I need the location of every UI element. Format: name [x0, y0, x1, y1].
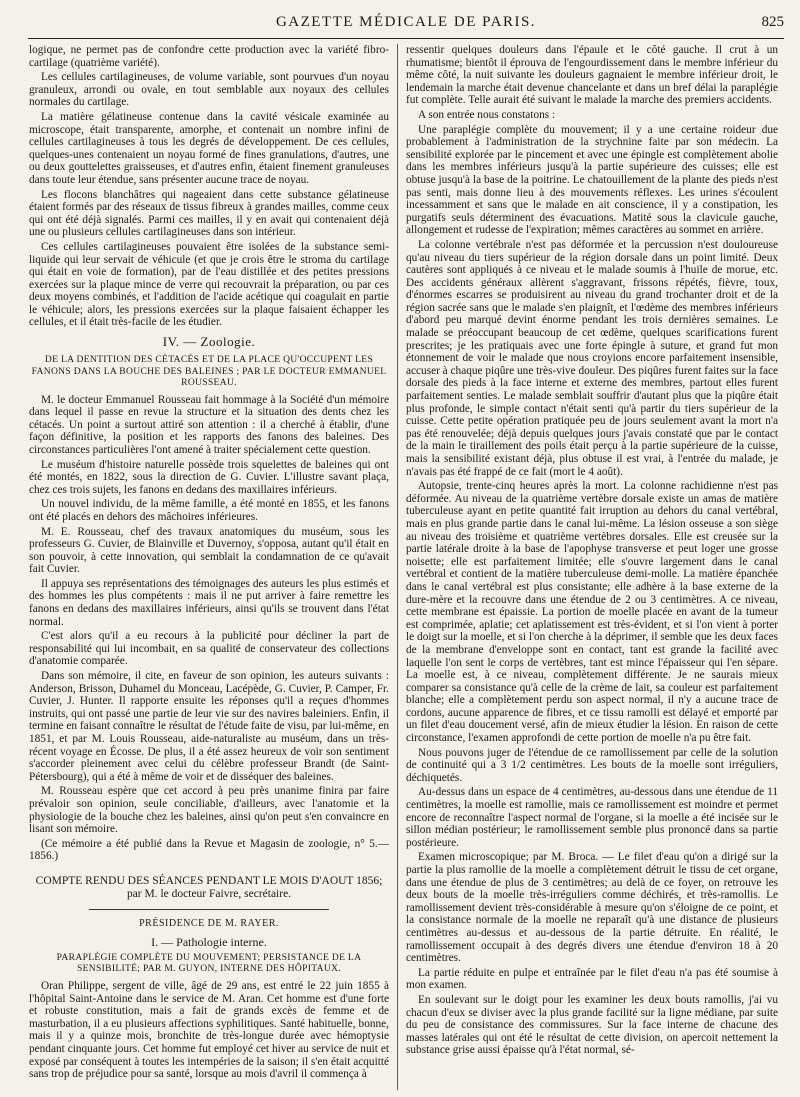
- paragraph: A son entrée nous constatons :: [418, 108, 556, 121]
- paragraph: Les flocons blanchâtres qui nageaient dans cette substance gélatineuse étaient formés par des réseaux de tissus fibreux à grandes mailles, comme ceux qui ont été déjà signalés. Parmi ces mailles, il y en avait qui contenaient déjà une ou plusieurs cellules cartilagineuses dans son intérieur.: [29, 188, 389, 239]
- paragraph: M. le docteur Emmanuel Rousseau fait hommage à la Société d'un mémoire dans lequel il passe en revue la structure et la situation des dents chez les cétacés. Un point a surtout attiré son attention : il a cherché à établir, d'une façon définitive, la position et les rapports des fanons des baleines. Des circonstances particulières l'ont amené à traiter spécialement cette question.: [29, 393, 389, 456]
- paragraph: Examen microscopique; par M. Broca. — Le filet d'eau qu'on a dirigé sur la partie la plus ramollie de la moelle a complètement détruit le tissu de cet organe, dans une étendue de plus de 3 centimètres; au delà de ce foyer, on retrouve les deux bouts de la moelle très-irréguliers comme déchirés, et très-ramollis. Le ramollissement devient très-considérable à mesure qu'on s'éloigne de ce point, et la consistance normale de la moelle ne reparaît qu'à une distance de plusieurs centimètres au-dessus et au-dessous de la partie détruite. En réalité, le ramollissement occupait à des degrés divers une étendue d'environ 18 à 20 centimètres.: [406, 851, 778, 965]
- paragraph: C'est alors qu'il a eu recours à la publicité pour décliner la part de responsabilité qui lui incombait, en sa qualité de conservateur des collections d'anatomie comparée.: [29, 630, 389, 668]
- paragraph: M. Rousseau espère que cet accord à peu près unanime finira par faire prévaloir son opinion, seule conciliable, d'ailleurs, avec l'anatomie et la physiologie de la bouche chez les baleines, ainsi qu'on peut s'en convaincre en lisant son mémoire.: [29, 785, 389, 836]
- right-column: [406, 44, 778, 1090]
- paragraph: Un nouvel individu, de la même famille, a été monté en 1855, et les fanons ont été placés en dehors des mâchoires inférieures.: [29, 498, 389, 523]
- paragraph: Le muséum d'histoire naturelle possède trois squelettes de baleines qui ont été montés, en 1822, sous la direction de G. Cuvier. L'illustre savant plaça, chez ces trois sujets, les fanons en dedans des maxillaires inférieurs.: [29, 458, 389, 496]
- paragraph: Les cellules cartilagineuses, de volume variable, sont pourvues d'un noyau granuleux, arrondi ou ovale, en tout semblable aux noyaux des cellules normales du cartilage.: [29, 71, 389, 109]
- page-header: [28, 14, 784, 39]
- paragraph: Dans son mémoire, il cite, en faveur de son opinion, les auteurs suivants : Anderson, Brisson, Duhamel du Monceau, Lacépède, G. Cuvier, P. Camper, Fr. Cuvier, J. Hunter. Il rapporte ensuite les réponses qu'il a reçues d'hommes instruits, qui ont passé une partie de leur vie sur des navires baleiniers. Enfin, il termine en faisant connaître le résultat de l'étude faite de visu, par lui-même, en 1851, et par M. Louis Rousseau, aide-naturaliste au muséum, dans un très-récent voyage en Écosse. De plus, il a été assez heureux de voir son sentiment s'accorder pleinement avec celui du célèbre professeur Brandt (de Saint-Pétersbourg), qui a été à même de voir et de disséquer des baleines.: [29, 670, 389, 783]
- left-column: [29, 44, 389, 1090]
- paragraph: Une paraplégie complète du mouvement; il y a une certaine roideur due probablement à l'administration de la strychnine faite par son médecin. La sensibilité explorée par le pincement et avec une épingle est complètement abolie dans les membres inférieurs jusqu'à la partie supérieure des cuisses; elle est obtuse jusqu'à la base de la poitrine. Le chatouillement de la plante des pieds n'est pas senti, mais donne lieu à des mouvements réflexes. Les urines s'écoulent incessamment et sans que le malade en ait conscience, il y a constipation, les purgatifs seuls déterminent des évacuations. Matité sous la clavicule gauche, allongement et rudesse de l'expiration; mêmes caractères au sommet en arrière.: [406, 123, 778, 237]
- report-title: COMPTE RENDU DES SÉANCES PENDANT LE MOIS D'AOUT 1856; par M. le docteur Faivre, secrétaire.: [35, 874, 383, 900]
- paragraph: Au-dessus dans un espace de 4 centimètres, au-dessous dans une étendue de 11 centimètres, la moelle est ramollie, mais ce ramollissement est moindre et permet encore de reconnaître l'aspect normal de l'organe, si la moelle a été incisée sur le sillon médian postérieur; le ramollissement semble plus prononcé dans sa partie postérieure.: [406, 786, 778, 849]
- paragraph: M. E. Rousseau, chef des travaux anatomiques du muséum, sous les professeurs G. Cuvier, de Blainville et Duvernoy, s'opposa, autant qu'il était en son pouvoir, à cette innovation, qui semblait la condamnation de ce qu'avait fait Cuvier.: [29, 525, 389, 576]
- paragraph: logique, ne permet pas de confondre cette production avec la variété fibro-cartilage (quatrième variété).: [29, 44, 389, 69]
- journal-title: GAZETTE MÉDICALE DE PARIS.: [275, 14, 537, 30]
- section-heading-zoology: IV. — Zoologie.: [162, 334, 256, 350]
- paragraph: (Ce mémoire a été publié dans la Revue et Magasin de zoologie, n° 5.— 1856.): [29, 837, 389, 863]
- column-divider: [397, 44, 398, 1090]
- paragraph: En soulevant sur le doigt pour les examiner les deux bouts ramollis, j'ai vu chacun d'eux se diviser avec la plus grande facilité sur la ligne médiane, par suite du peu de consistance des commissures. Sur la face interne de chacune des masses latérales qui ont été le résultat de cette division, on apercoit nettement la substance grise aussi épaisse qu'à l'état normal, sé-: [406, 993, 778, 1057]
- paragraph: Autopsie, trente-cinq heures après la mort. La colonne rachidienne n'est pas déformée. Au niveau de la quatrième vertèbre dorsale existe un amas de matière tuberculeuse ayant en petite quantité fait irruption au dehors du canal vertébral, mais en plus grande partie dans le canal lui-même. La lésion osseuse a son siège au niveau des troisième et quatrième vertèbres dorsales. Elle est creusée sur la partie latérale droite à la base de l'apophyse transverse et peut loger une grosse noisette; elle est parfaitement limitée; elle s'ouvre largement dans le canal vertébral et contient de la matière tuberculeuse demi-molle. La matière épanchée dans le canal vertébral est plus consistante; elle adhère à la base externe de la dure-mère et la recouvre dans une étendue de 2 ou 3 centimètres. A ce niveau, cette membrane est épaissie. La portion de moelle placée en avant de la tumeur est comprimée, aplatie; cet aplatissement est très-évident, et si l'on vient à porter le doigt sur la moelle, et si l'on cherche à la déprimer, il semble que les deux faces de la membrane d'enveloppe sont en contact, tant est grande la facilité avec laquelle l'on sent le corps de vertèbres, tant est mince l'épaisseur qui l'en sépare. La moelle est, à ce niveau, complètement différente. Je ne saurais mieux comparer sa consistance qu'à celle de la crème de lait, sa couleur est parfaitement blanche; elle a complètement perdu son aspect normal, il n'y a aucune trace de cordons, aucune apparence de fibres, et ce tissu ramolli est délayé et emporté par un filet d'eau doucement versé, afin de mieux étudier la lésion. En raison de cette circonstance, l'examen approfondi de cette portion de moelle n'a pu être fait.: [406, 480, 778, 745]
- section-heading-pathology: I. — Pathologie interne.: [151, 934, 267, 949]
- paragraph: Ces cellules cartilagineuses pouvaient être isolées de la substance semi-liquide qui leur servait de véhicule (et que je crois être le stroma du cartilage qui était en voie de formation), par de l'eau distillée et des petites pressions exercées sur la plaque mince de verre qui recouvrait la préparation, ou par ces deux moyens combinés, et l'addition de l'acide acétique qui coagulait en partie le véhicule; alors, les pressions exercées sur la plaque faisaient échapper les cellules, et il était très-facile de les étudier.: [29, 240, 389, 329]
- page-number: 825: [761, 14, 784, 30]
- article-heading-cetaces: DE LA DENTITION DES CÉTACÉS ET DE LA PLACE QU'OCCUPENT LES FANONS DANS LA BOUCHE DES BALEINES ; PAR LE DOCTEUR EMMANUEL ROUSSEAU.: [31, 354, 387, 389]
- paragraph: ressentir quelques douleurs dans l'épaule et le côté gauche. Il crut à un rhumatisme; bientôt il éprouva de l'engourdissement dans le membre inférieur du même côté, la nuit suivante les douleurs gagnaient le membre inférieur droit, le lendemain la marche était devenue chancelante et dans un bref délai la paraplégie fut complète. Telle aurait été suivant le malade la marche des premiers accidents.: [406, 44, 778, 107]
- paragraph: Oran Philippe, sergent de ville, âgé de 29 ans, est entré le 22 juin 1855 à l'hôpital Saint-Antoine dans le service de M. Aran. Cet homme est d'une forte et robuste constitution, mais a fait de grands excès de femme et de masturbation, il a eu plusieurs affections syphilitiques. Santé habituelle, bonne, mais il y a quinze mois, bronchite de très-longue durée avec hémoptysie pendant cinquante jours. Cet homme fut employé cet hiver au service de nuit et exposé par conséquent à toutes les intempéries de la saison; il s'en était acquitté sans trop de préjudice pour sa santé, lorsque au mois d'avril il commença à: [29, 979, 389, 1081]
- paragraph: La partie réduite en pulpe et entraînée par le filet d'eau n'a pas été soumise à mon examen.: [406, 966, 778, 992]
- paragraph: Il appuya ses représentations des témoignages des auteurs les plus estimés et des hommes les plus compétents : mais il ne put arriver à faire remettre les fanons en dedans des maxillaires inférieurs, ainsi qu'ils se trouvent dans l'état normal.: [29, 577, 389, 628]
- paragraph: Nous pouvons juger de l'étendue de ce ramollissement par celle de la solution de continuité qui a 3 1/2 centimètres. Les bouts de la moelle sont irréguliers, déchiquetés.: [406, 746, 778, 784]
- article-heading-paraplegie: PARAPLÉGIE COMPLÈTE DU MOUVEMENT; PERSISTANCE DE LA SENSIBILITÉ; PAR M. GUYON, INTERNE DES HÔPITAUX.: [56, 951, 362, 975]
- paragraph: La colonne vertébrale n'est pas déformée et la percussion n'est douloureuse qu'au niveau du tiers supérieur de la région dorsale dans un point limité. Deux cautères sont appliqués à ce niveau et le malade soumis à l'huile de morue, etc. Des accidents généraux allèrent s'aggravant, frissons répétés, fièvre, toux, d'énormes escarres se produisirent au niveau du grand trochanter droit et de la région sacrée sans que le malade s'en plaignît, et l'œdème des membres inférieurs d'abord peu marqué devint énorme pendant les trois dernières semaines. Le malade se préoccupant beaucoup de cet œdème, quelques scarifications furent prescrites; je les pratiquais avec une forte épingle à suture, et grand fut mon étonnement de voir le malade que nous croyions encore parfaitement insensible, accuser à chaque piqûre une très-vive douleur. Des piqûres furent faites sur la face dorsale des pieds à la face interne et externe des membres, partout elles furent parfaitement senties. Le malade semblait souffrir d'autant plus que la piqûre était plus profonde, le simple contact n'était senti qu'à partir du tiers supérieur de la cuisse. Cette petite opération pratiquée peu de jours seulement avant la mort n'a pas été renouvelée; déjà depuis quelques jours j'avais constaté que par le contact de la main le tiraillement des poils était perçu à la partie supérieure de la cuisse, mais la sensibilité existant déjà, plus obtuse il est vrai, à l'entrée du malade, je n'avais pas été frappé de ce fait (mort le 4 août).: [406, 238, 778, 478]
- paragraph: La matière gélatineuse contenue dans la cavité vésicale examinée au microscope, était transparente, amorphe, et contenait un nombre infini de cellules cartilagineuses à tous les degrés de développement. De ces cellules, quelques-unes contenaient un noyau formé de fines granulations, d'autres, une ou deux gouttelettes graisseuses, et d'autres enfin, étaient finement granuleuses dans toute leur étendue, sans présenter aucune trace de noyau.: [29, 110, 389, 186]
- divider: [89, 909, 329, 910]
- presidence-line: PRÉSIDENCE DE M. RAYER.: [139, 917, 279, 929]
